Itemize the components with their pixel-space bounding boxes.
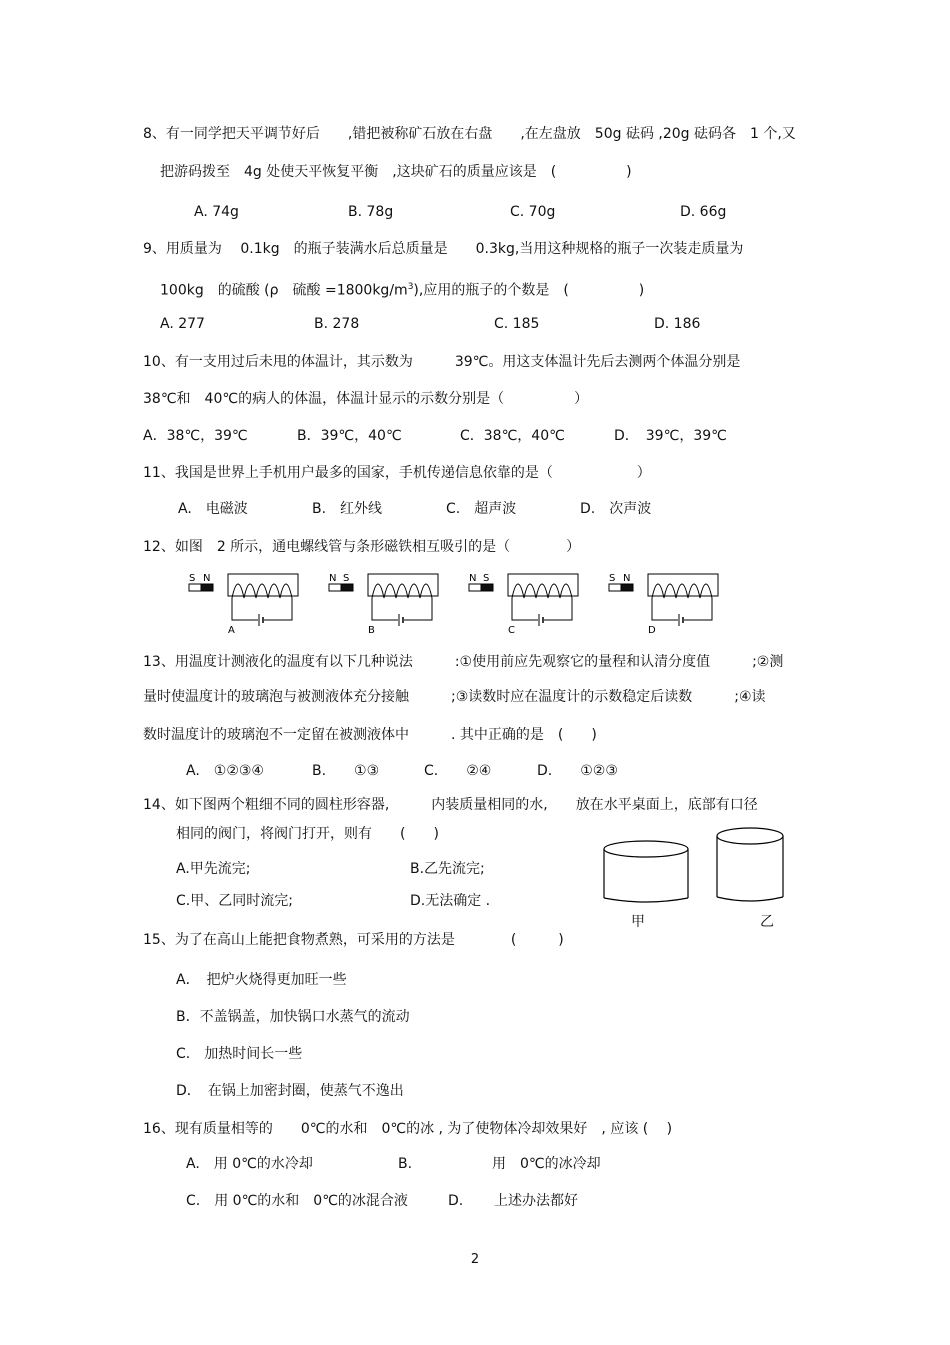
q8-option-d: D. 66g (680, 204, 727, 220)
q15-option-c: C. 加热时间长一些 (176, 1046, 303, 1062)
figure-b-label: B (368, 625, 375, 636)
q10-option-c: C．38℃，40℃ (460, 428, 565, 444)
figure-c-label: C (508, 625, 515, 636)
q15-line1: 15、为了在高山上能把食物煮熟，可采用的方法是 ( ) (143, 932, 564, 948)
q15-option-a: A． 把炉火烧得更加旺一些 (176, 972, 347, 988)
q16-option-d-letter: D. (448, 1193, 464, 1209)
q15-option-d: D． 在锅上加密封圈，使蒸气不逸出 (176, 1083, 404, 1099)
q14-line2: 相同的阀门，将阀门打开，则有 ( ) (176, 826, 439, 842)
q8-line1: 8、有一同学把天平调节好后 ,错把被称矿石放在右盘 ,在左盘放 50g 砝码 ,20g 砝码各 1 个,又 (143, 126, 796, 142)
figure-d-right-pole: N (623, 573, 631, 584)
q9-option-a: A. 277 (160, 316, 205, 332)
q16-option-b-text: 用 0℃的冰冷却 (492, 1156, 601, 1172)
q14-option-b: B.乙先流完; (410, 861, 485, 877)
q13-line2: 量时使温度计的玻璃泡与被测液体充分接触 ;③读数时应在温度计的示数稳定后读数 ;④读 (143, 689, 766, 705)
q16-option-a: A. 用 0℃的水冷却 (186, 1156, 313, 1172)
q16-line1: 16、现有质量相等的 0℃的水和 0℃的冰 , 为了使物体冷却效果好 , 应该 ( ) (143, 1121, 673, 1137)
q9-option-b: B. 278 (314, 316, 360, 332)
q13-option-d: D. ①②③ (537, 763, 618, 779)
q13-option-a: A. ①②③④ (186, 763, 264, 779)
q16-option-d-text: 上述办法都好 (494, 1193, 578, 1209)
q9-option-d: D. 186 (654, 316, 701, 332)
q15-option-b: B．不盖锅盖，加快锅口水蒸气的流动 (176, 1009, 410, 1025)
q10-option-b: B．39℃，40℃ (297, 428, 402, 444)
wide-cylinder (600, 838, 692, 908)
figure-c-left-pole: N (469, 573, 477, 584)
figure-d-left-pole: S (609, 573, 616, 584)
cup-label-jia: 甲 (631, 914, 645, 930)
q10-line2: 38℃和 40℃的病人的体温，体温计显示的示数分别是（ ） (143, 391, 589, 407)
solenoid-figure-c (468, 570, 588, 636)
figure-b-right-pole: S (343, 573, 350, 584)
narrow-cylinder (713, 825, 787, 907)
q13-line3: 数时温度计的玻璃泡不一定留在被测液体中 . 其中正确的是 ( ) (143, 727, 597, 743)
q14-line1: 14、如下图两个粗细不同的圆柱形容器, 内装质量相同的水, 放在水平桌面上，底部有口径 (143, 797, 758, 813)
q12-line1: 12、如图 2 所示，通电螺线管与条形磁铁相互吸引的是（ ） (143, 539, 581, 555)
q9-line2-post: ),应用的瓶子的个数是 ( ) (413, 282, 645, 299)
q10-line1: 10、有一支用过后未甩的体温计，其示数为 39℃。用这支体温计先后去测两个体温分别是 (143, 354, 741, 370)
q8-line2: 把游码拨至 4g 处使天平恢复平衡 ,这块矿石的质量应该是 ( ) (160, 164, 632, 180)
q8-option-a: A. 74g (194, 204, 239, 220)
q9-line2-pre: 100kg 的硫酸 (ρ 硫酸 =1800kg/m (160, 282, 408, 299)
q11-option-a: A. 电磁波 (178, 501, 248, 517)
q9-line1: 9、用质量为 0.1kg 的瓶子装满水后总质量是 0.3kg,当用这种规格的瓶子一次装走质量为 (143, 241, 744, 257)
q13-option-b: B. ①③ (312, 763, 380, 779)
q8-option-c: C. 70g (510, 204, 556, 220)
page-number: 2 (470, 1252, 480, 1267)
q9-option-c: C. 185 (494, 316, 540, 332)
cup-label-yi: 乙 (760, 914, 774, 930)
q16-option-b-letter: B. (398, 1156, 413, 1172)
solenoid-figure-a (188, 570, 308, 636)
q13-line1: 13、用温度计测液化的温度有以下几种说法 :①使用前应先观察它的量程和认清分度值 ;②测 (143, 654, 784, 670)
q14-option-a: A.甲先流完; (176, 861, 251, 877)
q14-option-d: D.无法确定 . (410, 893, 491, 909)
q11-option-d: D. 次声波 (580, 501, 652, 517)
figure-a-right-pole: N (203, 573, 211, 584)
q13-option-c: C. ②④ (424, 763, 492, 779)
q16-option-c: C. 用 0℃的水和 0℃的冰混合液 (186, 1193, 408, 1209)
q11-option-b: B. 红外线 (312, 501, 383, 517)
q9-line2-sup: 3 (407, 282, 414, 292)
q11-line1: 11、我国是世界上手机用户最多的国家，手机传递信息依靠的是（ ） (143, 465, 651, 481)
figure-a-left-pole: S (189, 573, 196, 584)
q9-line2 (160, 278, 644, 300)
q14-option-c: C.甲、乙同时流完; (176, 893, 293, 909)
solenoid-figure-b (328, 570, 448, 636)
q10-option-d: D． 39℃，39℃ (614, 428, 727, 444)
q8-option-b: B. 78g (348, 204, 394, 220)
figure-b-left-pole: N (329, 573, 337, 584)
figure-a-label: A (228, 625, 235, 636)
figure-d-label: D (648, 625, 656, 636)
q10-option-a: A．38℃，39℃ (143, 428, 248, 444)
q11-option-c: C. 超声波 (446, 501, 517, 517)
solenoid-figure-d (608, 570, 728, 636)
figure-c-right-pole: S (483, 573, 490, 584)
